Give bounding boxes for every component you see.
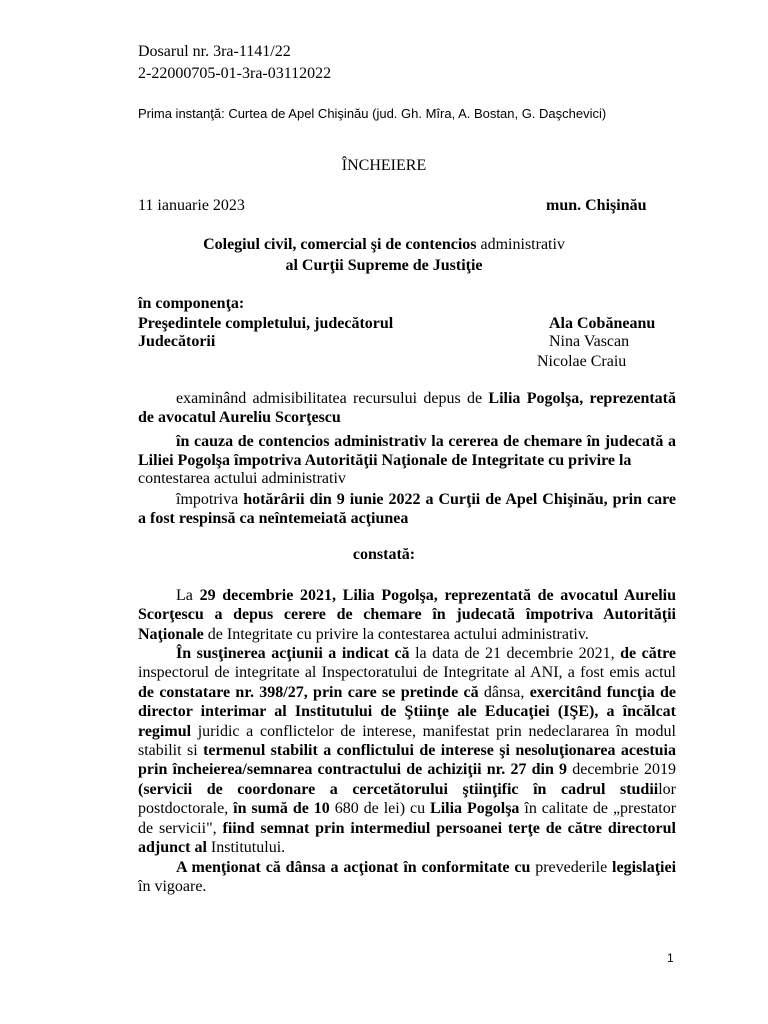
body-p2-r: Institutului. (206, 839, 286, 857)
body-paragraph-1 (138, 586, 676, 644)
page-number: 1 (667, 951, 674, 965)
body-p2-a: În susţinerea acţiunii a indicat că (176, 645, 410, 662)
intro-p3-text: împotriva (176, 491, 244, 508)
body-p2-g: exercitând funcţia de director interimar al Institutului de Ştiinţe ale Educaţiei (IŞE), a încălcat regimul (138, 683, 677, 740)
body-p1-c: de Integritate cu privire la contestarea actului administrativ. (203, 625, 589, 643)
body-p2-i: termenul stabilit a conflictului de interese şi nesoluţionarea acestuia prin încheierea/semnarea contractului de achiziţii nr. 27 din 9 (138, 742, 676, 779)
body-p2-m: în sumă de 10 (233, 800, 330, 818)
college-line-2: al Curţii Supreme de Justiţie (285, 257, 483, 274)
body-p3-a: A menţionat că dânsa a acţionat în conformitate cu (176, 859, 531, 876)
body-paragraph-2 (138, 644, 676, 857)
body-p3-c: legislaţiei (612, 859, 677, 876)
body-p2-b: la data de 21 decembrie 2021, (409, 645, 621, 662)
first-instance: Prima instanţă: Curtea de Apel Chişinău (jud. Gh. Mîra, A. Bostan, G. Daşchevici) (138, 106, 607, 121)
document-place: mun. Chişinău (546, 197, 647, 214)
body-p2-k: (servicii de coordonare a cercetătorului ştiinţific în cadrul studii (138, 780, 659, 798)
judges-label: Judecătorii (138, 333, 216, 350)
body-p2-o: Lilia Pogolşa (430, 800, 520, 818)
body-p2-p: în calitate de „prestator de servicii", (138, 800, 677, 837)
intro-p1-text: examinând admisibilitatea recursului depus de (176, 390, 489, 407)
intro-paragraph-2: în cauza de contencios administrativ la cererea de chemare în judecată a Liliei Pogolşa împotriva Autorităţii Naţionale de Integritate cu privire la (138, 433, 676, 470)
intro-paragraph-2-end: contestarea actului administrativ (138, 470, 346, 487)
body-p2-h: juridic a conflictelor de interese, manifestat prin nedeclararea în modul stabilit si (138, 722, 676, 760)
intro-paragraph-3 (138, 490, 676, 529)
intro-p1-bold: Lilia Pogolşa, reprezentată de avocatul Aureliu Scorţescu (138, 390, 677, 427)
college-line-1-bold: Colegiul civil, comercial şi de contencios (203, 236, 477, 253)
body-p1-b: 29 decembrie 2021, Lilia Pogolşa, reprezentată de avocatul Aureliu Scorţescu a depus cerere de chemare în judecată împotriva Autorităţii Naţionale (138, 587, 677, 643)
body-p3-d: în vigoare. (138, 878, 207, 896)
college-line-1-normal: administrativ (476, 236, 565, 253)
president-name: Ala Cobăneanu (549, 315, 656, 332)
body-p2-f: dânsa, (478, 683, 530, 701)
case-number: Dosarul nr. 3ra-1141/22 (138, 43, 291, 60)
body-p3-b: prevederile (530, 859, 613, 876)
body-p2-q: fiind semnat prin intermediul persoanei terţe de către directorul adjunct al (138, 819, 676, 857)
document-date: 11 ianuarie 2023 (138, 197, 245, 214)
body-p2-n: 680 de lei) cu (329, 800, 431, 818)
constata-heading: constată: (352, 546, 416, 563)
college-line-1 (0, 235, 768, 255)
body-paragraph-3 (138, 858, 676, 897)
intro-p3-bold: hotărârii din 9 iunie 2022 a Curţii de Apel Chişinău, prin care a fost respinsă ca neîntemeiată acţiunea (138, 491, 676, 528)
judge-2: Nicolae Craiu (537, 353, 627, 370)
intro-paragraph-1 (138, 389, 676, 428)
body-p2-e: de constatare nr. 398/27, prin care se pretinde că (138, 683, 479, 701)
body-p2-c: de către (620, 645, 677, 662)
president-label: Preşedintele completului, judecătorul (138, 315, 394, 332)
body-p2-j: decembrie 2019 (567, 761, 677, 779)
judge-1: Nina Vascan (549, 333, 630, 350)
case-code: 2-22000705-01-3ra-03112022 (138, 65, 332, 82)
body-p1-a: La (176, 587, 200, 604)
body-p2-d: inspectorul de integritate al Inspectoratului de Integritate al ANI, a fost emis actul (138, 664, 676, 682)
composition-label: în componenţa: (138, 295, 245, 312)
body-p2-l: lor postdoctorale, (138, 780, 676, 818)
document-title: ÎNCHEIERE (341, 157, 427, 174)
